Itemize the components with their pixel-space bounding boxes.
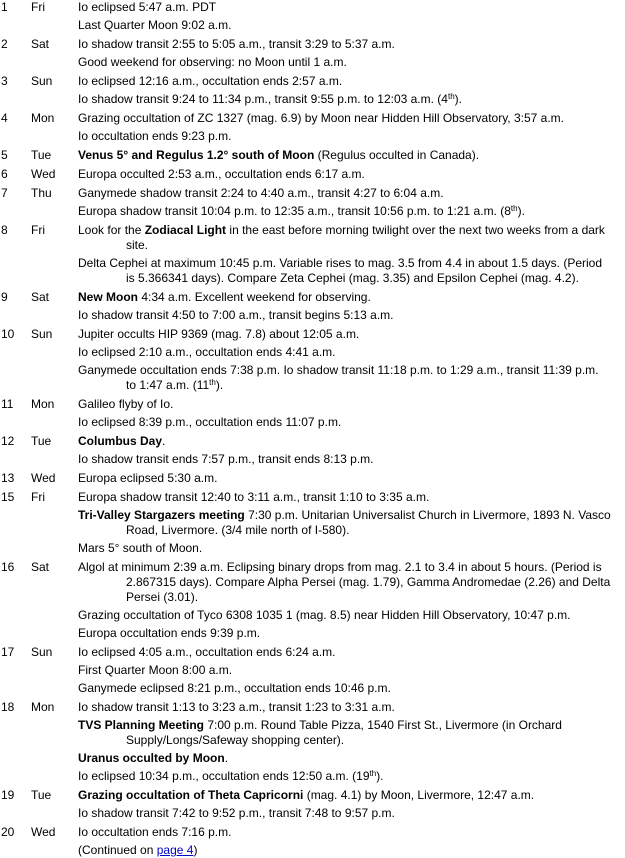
event-list — [78, 560, 625, 641]
day-of-week: Sat — [31, 560, 50, 574]
calendar-entry — [0, 148, 625, 163]
event-list — [78, 0, 625, 33]
event-text: (Regulus occulted in Canada). — [314, 148, 480, 162]
event-item — [78, 55, 611, 70]
event-item — [78, 718, 611, 748]
day-number: 7 — [1, 186, 8, 200]
day-of-week: Sun — [31, 327, 53, 341]
calendar-entry — [0, 327, 625, 393]
event-text: Delta Cephei at maximum 10:45 p.m. Variable rises to mag. 3.5 from 4.4 in about 1.5 days. (Period is 5.366341 days). Compare Zeta Cephei (mag. 3.35) and Epsilon Cephei (mag. 4.2). — [78, 256, 603, 285]
event-item — [78, 256, 611, 286]
event-text: Galileo flyby of Io. — [78, 397, 174, 411]
event-text: (mag. 4.1) by Moon, Livermore, 12:47 a.m. — [303, 788, 535, 802]
day-number: 17 — [1, 645, 15, 659]
event-item — [78, 434, 611, 449]
event-text: Grazing occultation of Tyco 6308 1035 1 (mag. 8.5) near Hidden Hill Observatory, 10:47 p.m. — [78, 608, 571, 622]
event-item — [78, 223, 611, 253]
event-item — [78, 452, 611, 467]
event-text: Mars 5° south of Moon. — [78, 541, 203, 555]
day-of-week: Fri — [31, 0, 45, 14]
day-of-week: Wed — [31, 825, 56, 839]
event-text: Last Quarter Moon 9:02 a.m. — [78, 18, 232, 32]
event-text: Io eclipsed 12:16 a.m., occultation ends 2:57 a.m. — [78, 74, 343, 88]
ordinal-suffix: th — [510, 204, 518, 213]
day-number: 3 — [1, 74, 8, 88]
event-text: Grazing occultation of ZC 1327 (mag. 6.9) by Moon near Hidden Hill Observatory, 3:57 a.m. — [78, 111, 565, 125]
event-item — [78, 508, 611, 538]
day-number: 16 — [1, 560, 15, 574]
event-item — [78, 490, 611, 505]
event-text: ). — [376, 769, 384, 783]
event-highlight: Uranus occulted by Moon — [78, 751, 225, 765]
event-text: Jupiter occults HIP 9369 (mag. 7.8) about 12:05 a.m. — [78, 327, 360, 341]
calendar-entry — [0, 0, 625, 33]
event-item — [78, 769, 611, 784]
event-item — [78, 37, 611, 52]
event-item — [78, 843, 611, 858]
event-item — [78, 327, 611, 342]
day-of-week: Sun — [31, 74, 53, 88]
day-of-week: Wed — [31, 167, 56, 181]
day-of-week: Tue — [31, 148, 52, 162]
event-item — [78, 806, 611, 821]
event-text: Io shadow transit ends 7:57 p.m., transit ends 8:13 p.m. — [78, 452, 374, 466]
calendar-entry — [0, 645, 625, 696]
day-number: 9 — [1, 290, 8, 304]
event-text: Look for the — [78, 223, 145, 237]
day-of-week: Thu — [31, 186, 52, 200]
day-of-week: Sat — [31, 290, 50, 304]
day-of-week: Fri — [31, 223, 45, 237]
calendar-entry — [0, 111, 625, 144]
event-text: Io shadow transit 2:55 to 5:05 a.m., transit 3:29 to 5:37 a.m. — [78, 37, 395, 51]
event-text: Europa occultation ends 9:39 p.m. — [78, 626, 261, 640]
event-text: Io eclipsed 8:39 p.m., occultation ends 11:07 p.m. — [78, 415, 342, 429]
event-highlight: New Moon — [78, 290, 138, 304]
day-of-week: Mon — [31, 397, 55, 411]
event-item — [78, 825, 611, 840]
event-text: Io occultation ends 7:16 p.m. — [78, 825, 232, 839]
event-list — [78, 434, 625, 467]
event-list — [78, 37, 625, 70]
day-number: 11 — [1, 397, 14, 411]
calendar-entry — [0, 788, 625, 821]
event-text: Io shadow transit 7:42 to 9:52 p.m., transit 7:48 to 9:57 p.m. — [78, 806, 395, 820]
event-item — [78, 0, 611, 15]
event-item — [78, 290, 611, 305]
day-number: 1 — [1, 0, 8, 14]
event-list — [78, 223, 625, 286]
event-text: Io eclipsed 5:47 a.m. PDT — [78, 0, 217, 14]
event-item — [78, 129, 611, 144]
event-text: Io eclipsed 10:34 p.m., occultation ends 12:50 a.m. (19 — [78, 769, 370, 783]
event-list — [78, 111, 625, 144]
event-item — [78, 415, 611, 430]
day-number: 2 — [1, 37, 8, 51]
event-text: Ganymede occultation ends 7:38 p.m. Io shadow transit 11:18 p.m. to 1:29 a.m., transit 11:39 p.m. to 1:47 a.m. (11 — [78, 363, 599, 392]
calendar-entry — [0, 471, 625, 486]
event-item — [78, 18, 611, 33]
day-number: 5 — [1, 148, 8, 162]
event-text: 4:34 a.m. Excellent weekend for observing. — [138, 290, 371, 304]
event-list — [78, 471, 625, 486]
event-text: Algol at minimum 2:39 a.m. Eclipsing binary drops from mag. 2.1 to 3.4 in about 5 hours. (Period is 2.867315 days). Compare Alpha Persei (mag. 1.79), Gamma Andromedae (2.26) and Delta Persei (3.01). — [78, 560, 611, 604]
day-of-week: Sun — [31, 645, 53, 659]
day-number: 20 — [1, 825, 15, 839]
day-number: 13 — [1, 471, 15, 485]
event-item — [78, 148, 611, 163]
day-number: 10 — [1, 327, 15, 341]
day-number: 8 — [1, 223, 8, 237]
event-text: Good weekend for observing: no Moon until 1 a.m. — [78, 55, 347, 69]
day-number: 6 — [1, 167, 8, 181]
day-of-week: Wed — [31, 471, 56, 485]
day-number: 15 — [1, 490, 15, 504]
event-list — [78, 186, 625, 219]
event-list — [78, 327, 625, 393]
continued-page-link[interactable]: page 4 — [156, 843, 194, 857]
event-list — [78, 74, 625, 107]
day-of-week: Mon — [31, 111, 55, 125]
event-text: in the east before morning twilight over the next two weeks from a dark site. — [126, 223, 605, 252]
event-item — [78, 560, 611, 605]
event-item — [78, 626, 611, 641]
event-item — [78, 471, 611, 486]
event-list — [78, 788, 625, 821]
day-of-week: Mon — [31, 700, 55, 714]
calendar-entry — [0, 434, 625, 467]
event-item — [78, 308, 611, 323]
ordinal-suffix: th — [209, 378, 216, 387]
event-text: Europa shadow transit 10:04 p.m. to 12:35 a.m., transit 10:56 p.m. to 1:21 a.m. (8 — [78, 204, 511, 218]
day-of-week: Sat — [31, 37, 50, 51]
calendar-entry — [0, 186, 625, 219]
event-text: ). — [454, 92, 462, 106]
event-list — [78, 290, 625, 323]
calendar-entry — [0, 490, 625, 556]
event-text: Io shadow transit 9:24 to 11:34 p.m., transit 9:55 p.m. to 12:03 a.m. (4 — [78, 92, 448, 106]
event-text: Europa eclipsed 5:30 a.m. — [78, 471, 218, 485]
event-item — [78, 363, 611, 393]
event-list — [78, 645, 625, 696]
event-text: (Continued on — [78, 843, 157, 857]
event-item — [78, 204, 611, 219]
event-text: Io shadow transit 4:50 to 7:00 a.m., transit begins 5:13 a.m. — [78, 308, 394, 322]
event-highlight: Tri-Valley Stargazers meeting — [78, 508, 245, 522]
event-item — [78, 92, 611, 107]
day-number: 18 — [1, 700, 15, 714]
event-list — [78, 490, 625, 556]
event-text: . — [224, 751, 229, 765]
ordinal-suffix: th — [369, 769, 377, 778]
day-of-week: Tue — [31, 788, 52, 802]
day-number: 19 — [1, 788, 15, 802]
event-item — [78, 345, 611, 360]
event-text: First Quarter Moon 8:00 a.m. — [78, 663, 233, 677]
event-item — [78, 186, 611, 201]
event-list — [78, 167, 625, 182]
event-item — [78, 167, 611, 182]
day-of-week: Fri — [31, 490, 45, 504]
event-text: Io eclipsed 4:05 a.m., occultation ends 6:24 a.m. — [78, 645, 336, 659]
event-item — [78, 541, 611, 556]
day-number: 4 — [1, 111, 8, 125]
event-list — [78, 148, 625, 163]
event-list — [78, 825, 625, 858]
event-item — [78, 700, 611, 715]
event-text: ) — [193, 843, 198, 857]
event-list — [78, 397, 625, 430]
event-text: ). — [517, 204, 525, 218]
event-list — [78, 700, 625, 784]
event-text: Ganymede shadow transit 2:24 to 4:40 a.m., transit 4:27 to 6:04 a.m. — [78, 186, 444, 200]
event-item — [78, 645, 611, 660]
calendar-entry — [0, 37, 625, 70]
event-item — [78, 397, 611, 412]
day-of-week: Tue — [31, 434, 52, 448]
event-item — [78, 74, 611, 89]
calendar-entry — [0, 825, 625, 858]
event-highlight: Venus 5° and Regulus 1.2° south of Moon — [78, 148, 315, 162]
calendar-entry — [0, 290, 625, 323]
calendar-entry — [0, 397, 625, 430]
event-highlight: Columbus Day — [78, 434, 163, 448]
calendar-entry — [0, 560, 625, 641]
event-text: Io eclipsed 2:10 a.m., occultation ends 4:41 a.m. — [78, 345, 336, 359]
event-item — [78, 608, 611, 623]
event-text: 7:30 p.m. Unitarian Universalist Church in Livermore, 1893 N. Vasco Road, Livermore. (3/4 mile north of I-580). — [126, 508, 611, 537]
event-highlight: Zodiacal Light — [144, 223, 227, 237]
ordinal-suffix: th — [447, 92, 455, 101]
calendar-entry — [0, 74, 625, 107]
calendar-entry — [0, 167, 625, 182]
event-highlight: Grazing occultation of Theta Capricorni — [78, 788, 304, 802]
calendar-entry — [0, 700, 625, 784]
event-text: Europa occulted 2:53 a.m., occultation ends 6:17 a.m. — [78, 167, 365, 181]
calendar-entry — [0, 223, 625, 286]
event-text: Io shadow transit 1:13 to 3:23 a.m., transit 1:23 to 3:31 a.m. — [78, 700, 395, 714]
event-item — [78, 111, 611, 126]
event-text: Io occultation ends 9:23 p.m. — [78, 129, 232, 143]
event-highlight: TVS Planning Meeting — [78, 718, 205, 732]
event-text: Europa shadow transit 12:40 to 3:11 a.m., transit 1:10 to 3:35 a.m. — [78, 490, 430, 504]
event-item — [78, 681, 611, 696]
event-text: 7:00 p.m. Round Table Pizza, 1540 First St., Livermore (in Orchard Supply/Longs/Safeway shopping center). — [126, 718, 562, 747]
event-text: ). — [215, 378, 224, 392]
event-item — [78, 751, 611, 766]
event-text: . — [162, 434, 166, 448]
day-number: 12 — [1, 434, 15, 448]
event-item — [78, 663, 611, 678]
event-text: Ganymede eclipsed 8:21 p.m., occultation ends 10:46 p.m. — [78, 681, 391, 695]
